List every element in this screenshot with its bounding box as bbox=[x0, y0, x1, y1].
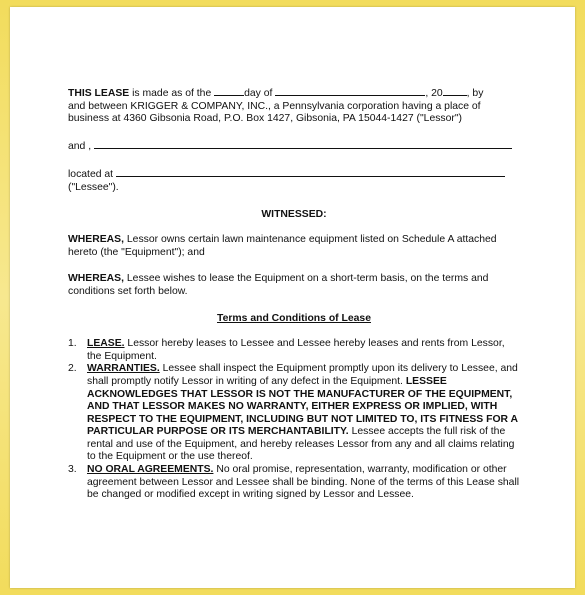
whereas-paragraph-2 bbox=[68, 273, 520, 298]
text-span: business at 4360 Gibsonia Road, P.O. Box 1427, Gibsonia, PA 15044-1427 ("Lessor") bbox=[68, 113, 462, 125]
whereas-label: WHEREAS, bbox=[68, 273, 124, 285]
located-paragraph bbox=[68, 167, 520, 194]
and-line bbox=[68, 139, 520, 154]
document-content bbox=[68, 86, 520, 502]
spacer bbox=[68, 153, 520, 167]
year-blank[interactable] bbox=[443, 86, 467, 96]
item-number: 3. bbox=[68, 464, 77, 476]
terms-heading bbox=[68, 313, 520, 326]
text-span: , by bbox=[466, 88, 484, 99]
whereas-paragraph-1 bbox=[68, 234, 520, 259]
text-span: Lessee wishes to lease the Equipment on a short-term basis, on the terms and conditions set forth below. bbox=[68, 273, 489, 297]
list-item bbox=[68, 363, 520, 464]
spacer bbox=[68, 195, 520, 209]
spacer bbox=[68, 299, 520, 313]
item-heading: NO ORAL AGREEMENTS. bbox=[87, 464, 214, 476]
lessee-name-blank[interactable] bbox=[94, 139, 512, 149]
spacer bbox=[68, 259, 520, 273]
whereas-label: WHEREAS, bbox=[68, 234, 124, 246]
text-span: is made as of the bbox=[129, 88, 215, 99]
spacer bbox=[68, 126, 520, 139]
disclaimer-text: LESSEE ACKNOWLEDGES THAT LESSOR IS NOT THE MANUFACTURER OF THE EQUIPMENT, AND THAT LESSOR MAKES NO WARRANTY, EITHER EXPRESS OR IMPLIED, WITH RESPECT TO THE EQUIPMENT, INCLUDING BUT NOT LIMITED TO, ITS FITNESS FOR A PARTICULAR PURPOSE OR ITS MERCHANTABILITY. bbox=[87, 375, 518, 438]
terms-title: Terms and Conditions of Lease bbox=[217, 312, 371, 324]
list-item bbox=[68, 338, 520, 363]
item-number: 1. bbox=[68, 338, 77, 350]
text-span: and , bbox=[68, 140, 92, 152]
item-text: Lessor hereby leases to Lessee and Lessee hereby leases and rents from Lessor, the Equipment. bbox=[87, 338, 505, 362]
text-span: ("Lessee"). bbox=[68, 181, 119, 193]
this-lease-label: THIS LEASE bbox=[68, 88, 130, 99]
text-span: day of bbox=[244, 88, 276, 99]
document-page bbox=[10, 7, 575, 588]
month-blank[interactable] bbox=[275, 86, 425, 96]
spacer bbox=[68, 325, 520, 338]
witnessed-heading bbox=[68, 209, 520, 222]
text-span: , 20 bbox=[425, 88, 443, 99]
list-item bbox=[68, 464, 520, 502]
text-span: and between KRIGGER & COMPANY, INC., a Pennsylvania corporation having a place of bbox=[68, 100, 481, 112]
item-heading: LEASE. bbox=[87, 338, 125, 350]
item-text: Lessee shall inspect the Equipment promptly upon its delivery to Lessee, and shall promptly notify Lessor in writing of any defect in the Equipment. bbox=[87, 363, 518, 387]
spacer bbox=[68, 221, 520, 234]
item-heading: WARRANTIES. bbox=[87, 363, 160, 375]
text-span: located at bbox=[68, 169, 116, 181]
item-number: 2. bbox=[68, 363, 77, 375]
item-text: Lessee accepts the full risk of the rental and use of the Equipment, and hereby releases Lessor from any and all claims relating to the Equipment or the use thereof. bbox=[87, 426, 515, 463]
text-span: Lessor owns certain lawn maintenance equipment listed on Schedule A attached hereto (the "Equipment"); and bbox=[68, 234, 497, 258]
day-blank[interactable] bbox=[214, 86, 244, 96]
opening-paragraph bbox=[68, 86, 520, 126]
item-text: No oral promise, representation, warranty, modification or other agreement between Lessor and Lessee shall be binding. None of the terms of this Lease shall be changed or modified except in writing signed by Lessor and Lessee. bbox=[87, 464, 520, 501]
terms-list bbox=[68, 338, 520, 502]
witnessed-label: WITNESSED: bbox=[261, 208, 327, 220]
lessee-address-blank[interactable] bbox=[116, 167, 505, 177]
